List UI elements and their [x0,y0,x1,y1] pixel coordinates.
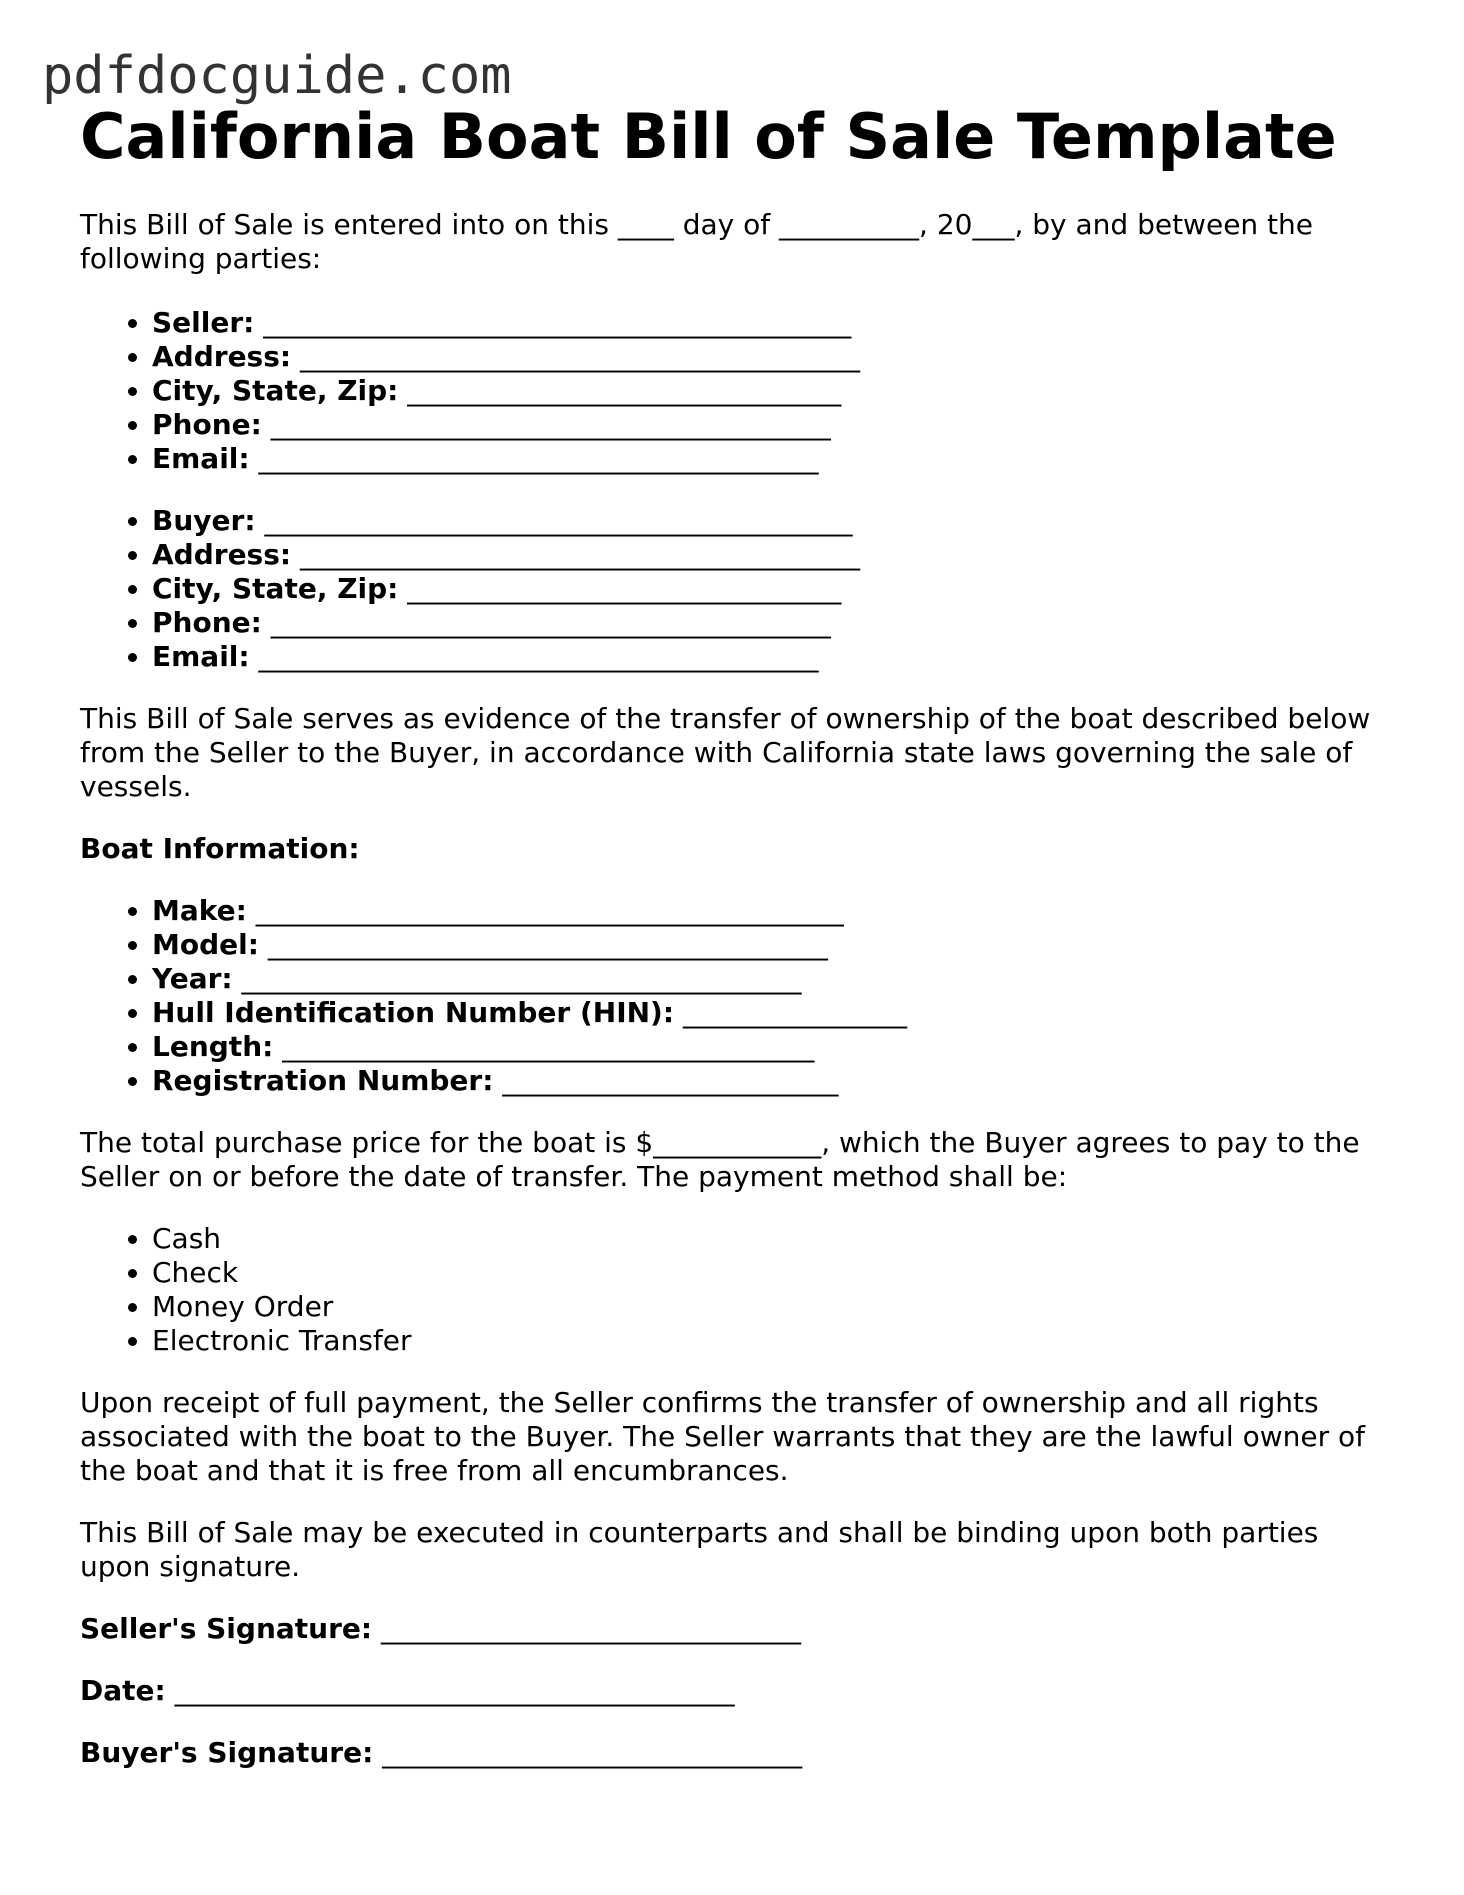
boat-length-field [152,1030,1380,1064]
payment-methods-list [80,1222,1380,1358]
field-blank[interactable]: ________________________________________ [258,442,819,475]
field-blank[interactable]: _______________________________ [407,572,842,605]
boat-make-field [152,894,1380,928]
ownership-paragraph: Upon receipt of full payment, the Seller confirms the transfer of ownership and all rights associated with the boat to the Buyer. The Seller warrants that they are the lawful owner of the boat and that it is free from all encumbrances. [80,1386,1366,1487]
field-blank[interactable]: ________________________________________ [300,340,860,373]
field-blank[interactable]: ________________________________________ [270,606,831,639]
buyer-address-field [152,538,1380,572]
field-label: Make: [152,894,247,927]
field-label: Seller: [152,306,255,339]
field-label: Email: [152,442,250,475]
seller-signature-line [80,1612,1380,1646]
buyer-email-field [152,640,1380,674]
field-blank[interactable]: ________________________________________ [258,640,819,673]
boat-year-field [152,962,1380,996]
signature-label: Seller's Signature: [80,1612,373,1645]
boat-model-field [152,928,1380,962]
buyer-signature-line [80,1736,1380,1770]
field-label: Email: [152,640,250,673]
counterparts-paragraph: This Bill of Sale may be executed in counterparts and shall be binding upon both parties upon signature. [80,1516,1319,1583]
field-blank[interactable]: ________________________________________ [241,962,802,995]
field-blank[interactable]: ________________________________________ [270,408,831,441]
field-label: Length: [152,1030,274,1063]
signature-blank[interactable]: ______________________________ [381,1612,801,1645]
payment-method-item: • Cash [152,1222,1380,1256]
date-label: Date: [80,1674,166,1707]
signature-label: Buyer's Signature: [80,1736,374,1769]
page-title: California Boat Bill of Sale Template [80,100,1337,173]
signature-blank[interactable]: ______________________________ [382,1736,803,1769]
field-blank[interactable]: ______________________________________ [282,1030,815,1063]
payment-method-item: • Check [152,1256,1380,1290]
field-label: Hull Identification Number (HIN): [152,996,675,1029]
seller-email-field [152,442,1380,476]
field-blank[interactable]: __________________________________________ [264,504,853,537]
field-blank[interactable]: __________________________________________ [255,894,844,927]
seller-city-field [152,374,1380,408]
date-line [80,1674,1380,1708]
buyer-phone-field [152,606,1380,640]
seller-fields-list [80,306,1380,476]
field-label: Phone: [152,408,262,441]
site-watermark: pdfdocguide.com [42,46,512,106]
field-blank[interactable]: __________________________________________ [263,306,852,339]
field-label: Address: [152,340,292,373]
payment-method-item: • Electronic Transfer [152,1324,1380,1358]
field-blank[interactable]: _______________________________ [407,374,842,407]
boat-info-heading: Boat Information: [80,832,360,865]
field-blank[interactable]: ________________________ [502,1064,839,1097]
field-label: Year: [152,962,233,995]
buyer-city-field [152,572,1380,606]
seller-address-field [152,340,1380,374]
field-label: Address: [152,538,292,571]
document-page [80,96,1380,1770]
date-blank[interactable]: ________________________________________ [174,1674,735,1707]
field-label: Registration Number: [152,1064,494,1097]
field-label: City, State, Zip: [152,572,399,605]
payment-method-item: • Money Order [152,1290,1380,1324]
price-paragraph: The total purchase price for the boat is $____________, which the Buyer agrees to pay to the Seller on or before the date of transfer. The payment method shall be: [80,1126,1360,1193]
field-label: Model: [152,928,259,961]
field-label: Buyer: [152,504,256,537]
buyer-fields-list [80,504,1380,674]
boat-fields-list [80,894,1380,1098]
field-label: Phone: [152,606,262,639]
evidence-paragraph: This Bill of Sale serves as evidence of the transfer of ownership of the boat described below from the Seller to the Buyer, in accordance with California state laws governing the sale of vessels. [80,702,1371,803]
field-blank[interactable]: ________________________________________ [267,928,828,961]
boat-registration-field [152,1064,1380,1098]
field-label: City, State, Zip: [152,374,399,407]
intro-paragraph: This Bill of Sale is entered into on this ____ day of __________, 20___, by and between the following parties: [80,208,1314,275]
field-blank[interactable]: ________________________________________ [300,538,860,571]
buyer-name-field [152,504,1380,538]
boat-hin-field [152,996,1380,1030]
seller-phone-field [152,408,1380,442]
field-blank[interactable]: ________________ [682,996,907,1029]
seller-name-field [152,306,1380,340]
